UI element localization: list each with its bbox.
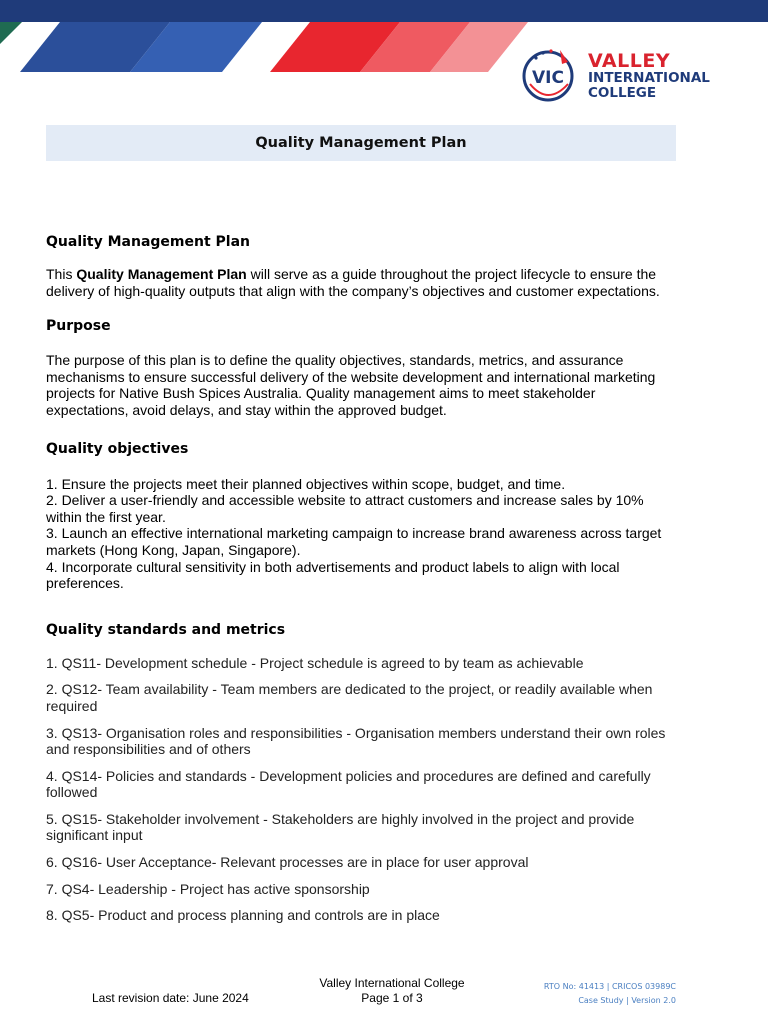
section-heading-standards: Quality standards and metrics [46,621,286,638]
vic-emblem [516,44,586,104]
section-heading-purpose: Purpose [46,318,111,335]
section-heading-main: Quality Management Plan [46,234,251,250]
list-item: 1. QS11- Development schedule - Project schedule is agreed to by team as achievable [46,654,584,671]
list-item: 1. Ensure the projects meet their planned objectives within scope, budget, and time. [46,475,566,492]
list-item: 3. QS13- Organisation roles and responsibilities - Organisation members understand their own roles and responsibilities and of others [46,724,666,758]
college-logo [516,44,736,104]
logo-line-3: COLLEGE [588,84,657,101]
standards-list [46,655,680,924]
list-item: 2. Deliver a user-friendly and accessible website to attract customers and increase sales by 10% within the first year. [46,492,644,525]
logo-line-2: INTERNATIONAL [588,70,710,86]
logo-monogram: VIC [532,68,564,88]
footer-rto: RTO No: 41413 | CRICOS 03989C [543,982,676,991]
list-item: 5. QS15- Stakeholder involvement - Stakeholders are highly involved in the project and provide significant input [46,810,635,844]
footer-center [292,976,492,1006]
intro-paragraph: This Quality Management Plan will serve as a guide throughout the project lifecycle to ensure the delivery of high-quality outputs that align with the company’s objectives and customer expectations. [46,266,660,299]
list-item: 2. QS12- Team availability - Team members are dedicated to the project, or readily available when required [46,681,653,714]
list-item: 8. QS5- Product and process planning and controls are in place [46,907,440,924]
purpose-paragraph: The purpose of this plan is to define the quality objectives, standards, metrics, and assurance mechanisms to ensure successful delivery of the website development and international marketing projects for Native Bush Spices Australia. Quality management aims to meet stakeholder expectations, avoid delays, and stay within the approved budget. [46,352,656,418]
footer-revision-date: Last revision date: June 2024 [92,991,249,1005]
footer-page-number: Page 1 of 3 [361,991,423,1005]
objectives-list [46,476,680,592]
footer-version: Case Study | Version 2.0 [578,996,676,1005]
footer-right [520,980,676,1008]
list-item: 3. Launch an effective international marketing campaign to increase brand awareness across target markets (Hong Kong, Japan, Singapore). [46,525,662,558]
list-item: 4. QS14- Policies and standards - Development policies and procedures are defined and carefully followed [46,767,651,801]
list-item: 6. QS16- User Acceptance- Relevant processes are in place for user approval [46,854,529,871]
footer-college-name: Valley International College [319,976,465,990]
section-heading-objectives: Quality objectives [46,440,189,457]
list-item: 4. Incorporate cultural sensitivity in both advertisements and product labels to align with local preferences. [46,558,620,592]
document-body [46,232,680,924]
list-item: 7. QS4- Leadership - Project has active sponsorship [46,880,370,897]
document-title: Quality Management Plan [46,125,676,161]
logo-line-1: VALLEY [588,50,671,72]
